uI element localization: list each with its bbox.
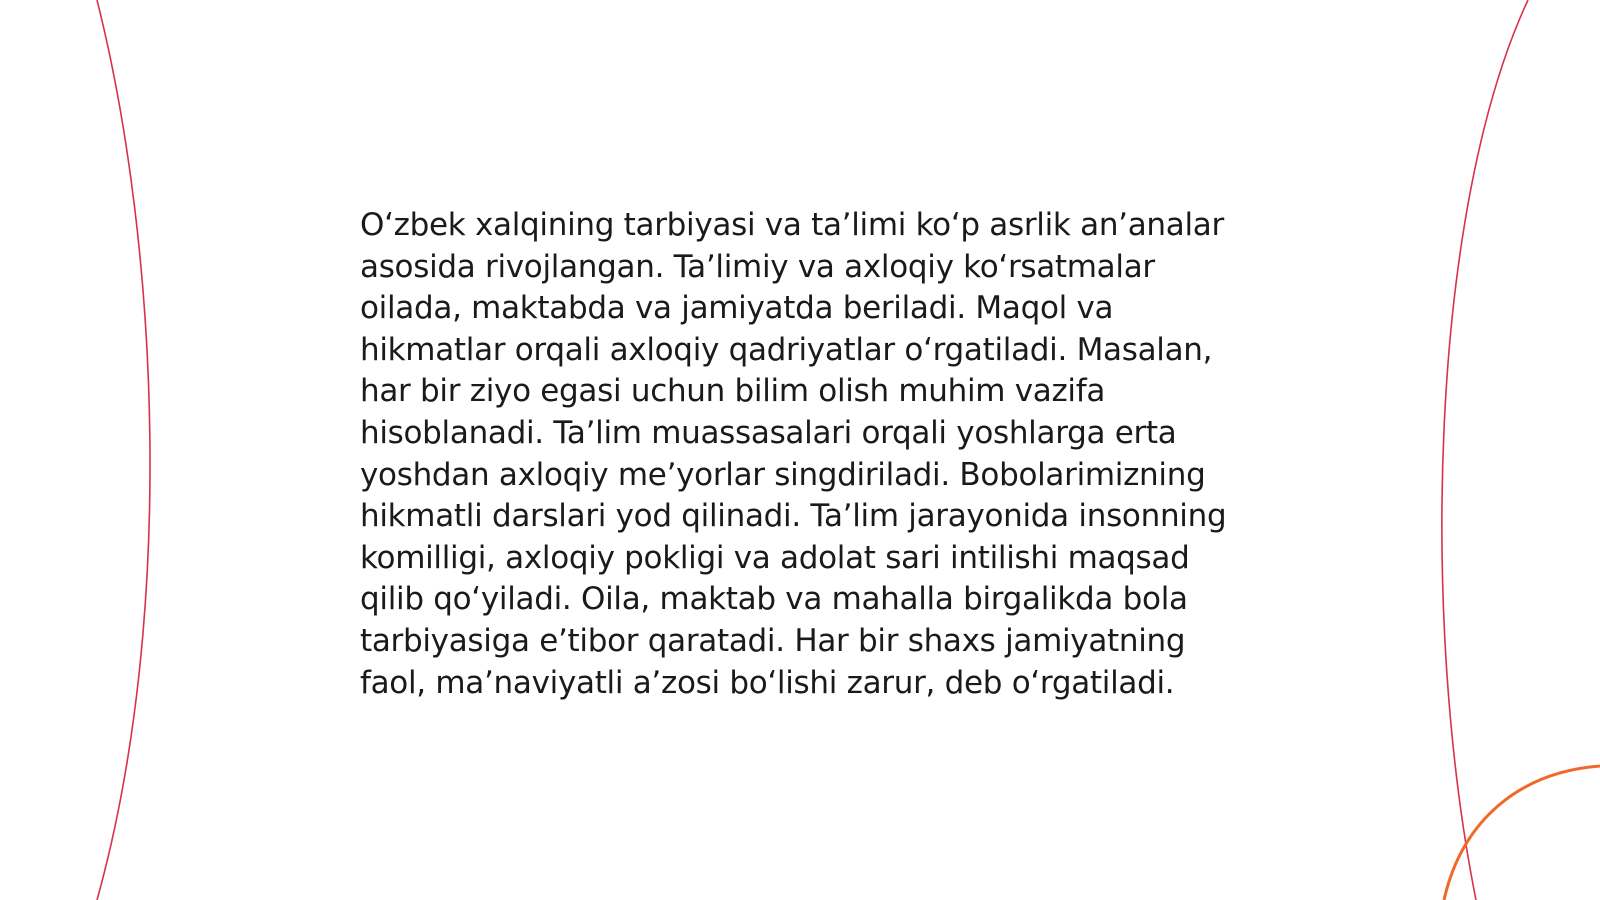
left-curve-line: [97, 0, 150, 900]
right-curve-line: [1442, 0, 1528, 900]
orange-accent-arc: [1444, 766, 1600, 900]
body-paragraph: O‘zbek xalqining tarbiyasi va ta’limi ko‘p asrlik an’analar asosida rivojlangan. Ta’limiy va axloqiy ko‘rsatmalar oilada, maktabda va jamiyatda beriladi. Maqol va hikmatlar orqali axloqiy qadriyatlar o‘rgatiladi. Masalan, har bir ziyo egasi uchun bilim olish muhim vazifa hisoblanadi. Ta’lim muassasalari orqali yoshlarga erta yoshdan axloqiy me’yorlar singdiriladi. Bobolarimizning hikmatli darslari yod qilinadi. Ta’lim jarayonida insonning komilligi, axloqiy pokligi va adolat sari intilishi maqsad qilib qo‘yiladi. Oila, maktab va mahalla birgalikda bola tarbiyasiga e’tibor qaratadi. Har bir shaxs jamiyatning faol, ma’naviyatli a’zosi bo‘lishi zarur, deb o‘rgatiladi.: [360, 207, 1227, 701]
